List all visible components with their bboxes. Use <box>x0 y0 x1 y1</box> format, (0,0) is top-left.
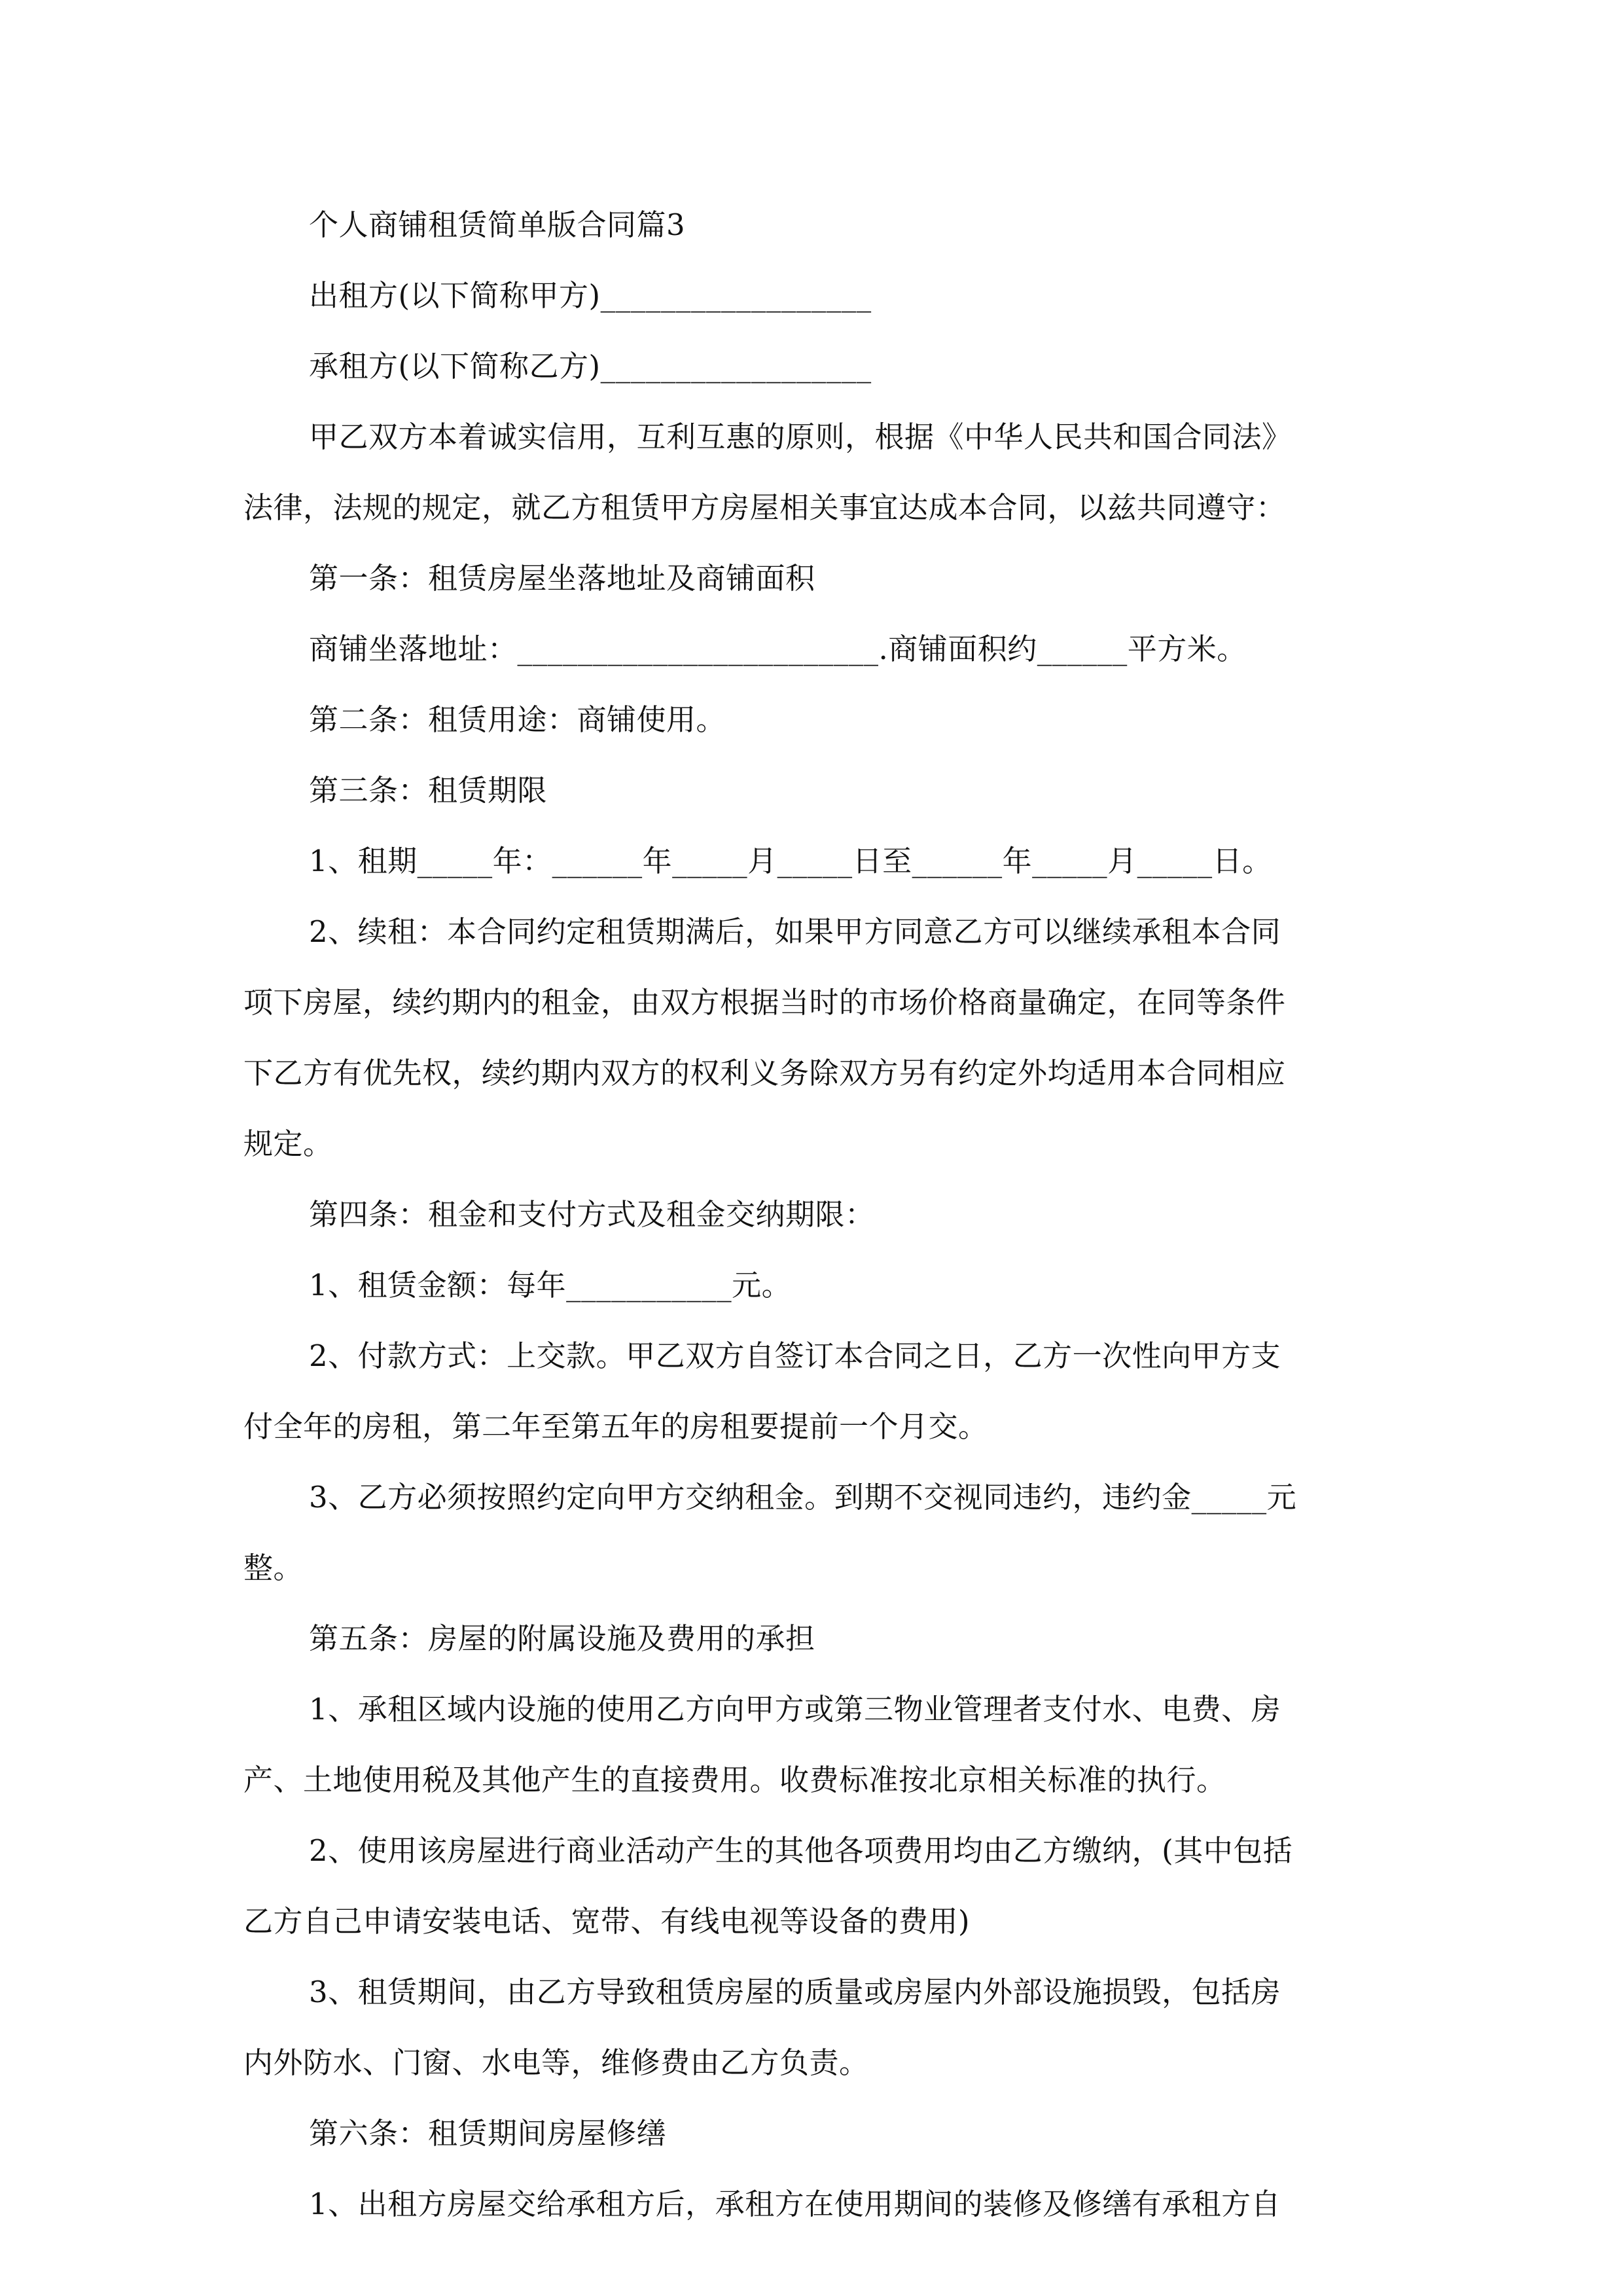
payment-method-line-2: 付全年的房租，第二年至第五年的房租要提前一个月交。 <box>243 1409 988 1444</box>
article-5-heading: 第五条：房屋的附属设施及费用的承担 <box>309 1621 815 1656</box>
payment-method-line-1: 2、付款方式：上交款。甲乙双方自签订本合同之日，乙方一次性向甲方支 <box>309 1338 1281 1373</box>
preamble-line-1: 甲乙双方本着诚实信用，互利互惠的原则，根据《中华人民共和国合同法》 <box>309 420 1292 454</box>
article-3-heading: 第三条：租赁期限 <box>309 773 548 808</box>
renewal-line-4: 规定。 <box>243 1126 333 1161</box>
repairs-line-1: 1、出租方房屋交给承租方后，承租方在使用期间的装修及修缮有承租方自 <box>309 2187 1281 2221</box>
article-4-heading: 第四条：租金和支付方式及租金交纳期限： <box>309 1197 875 1232</box>
damage-line-2: 内外防水、门窗、水电等，维修费由乙方负责。 <box>243 2045 869 2080</box>
article-6-heading: 第六条：租赁期间房屋修缮 <box>309 2116 667 2151</box>
article-2-heading: 第二条：租赁用途：商铺使用。 <box>309 702 726 737</box>
lessee-line: 承租方(以下简称乙方)__________________ <box>309 349 872 384</box>
shop-address-line: 商铺坐落地址：________________________.商铺面积约______平方米。 <box>309 632 1247 666</box>
renewal-line-1: 2、续租：本合同约定租赁期满后，如果甲方同意乙方可以继续承租本合同 <box>309 914 1281 949</box>
business-costs-line-2: 乙方自己申请安装电话、宽带、有线电视等设备的费用) <box>243 1904 971 1939</box>
penalty-line-2: 整。 <box>243 1551 304 1585</box>
facilities-line-1: 1、承租区域内设施的使用乙方向甲方或第三物业管理者支付水、电费、房 <box>309 1692 1281 1727</box>
penalty-line-1: 3、乙方必须按照约定向甲方交纳租金。到期不交视同违约，违约金_____元 <box>309 1480 1297 1515</box>
preamble-line-2: 法律，法规的规定，就乙方租赁甲方房屋相关事宜达成本合同，以兹共同遵守： <box>243 490 1286 525</box>
renewal-line-2: 项下房屋，续约期内的租金，由双方根据当时的市场价格商量确定，在同等条件 <box>243 985 1286 1020</box>
contract-body <box>243 190 1399 2240</box>
renewal-line-3: 下乙方有优先权，续约期内双方的权利义务除双方另有约定外均适用本合同相应 <box>243 1056 1286 1090</box>
article-1-heading: 第一条：租赁房屋坐落地址及商铺面积 <box>309 561 815 596</box>
facilities-line-2: 产、土地使用税及其他产生的直接费用。收费标准按北京相关标准的执行。 <box>243 1763 1226 1797</box>
damage-line-1: 3、租赁期间，由乙方导致租赁房屋的质量或房屋内外部设施损毁，包括房 <box>309 1975 1281 2009</box>
business-costs-line-1: 2、使用该房屋进行商业活动产生的其他各项费用均由乙方缴纳，(其中包括 <box>309 1833 1293 1868</box>
lease-term-line: 1、租期_____年：______年_____月_____日至______年_____月_____日。 <box>309 844 1272 878</box>
lessor-line: 出租方(以下简称甲方)__________________ <box>309 278 872 313</box>
rent-amount-line: 1、租赁金额：每年___________元。 <box>309 1268 792 1302</box>
contract-title: 个人商铺租赁简单版合同篇3 <box>309 207 686 242</box>
